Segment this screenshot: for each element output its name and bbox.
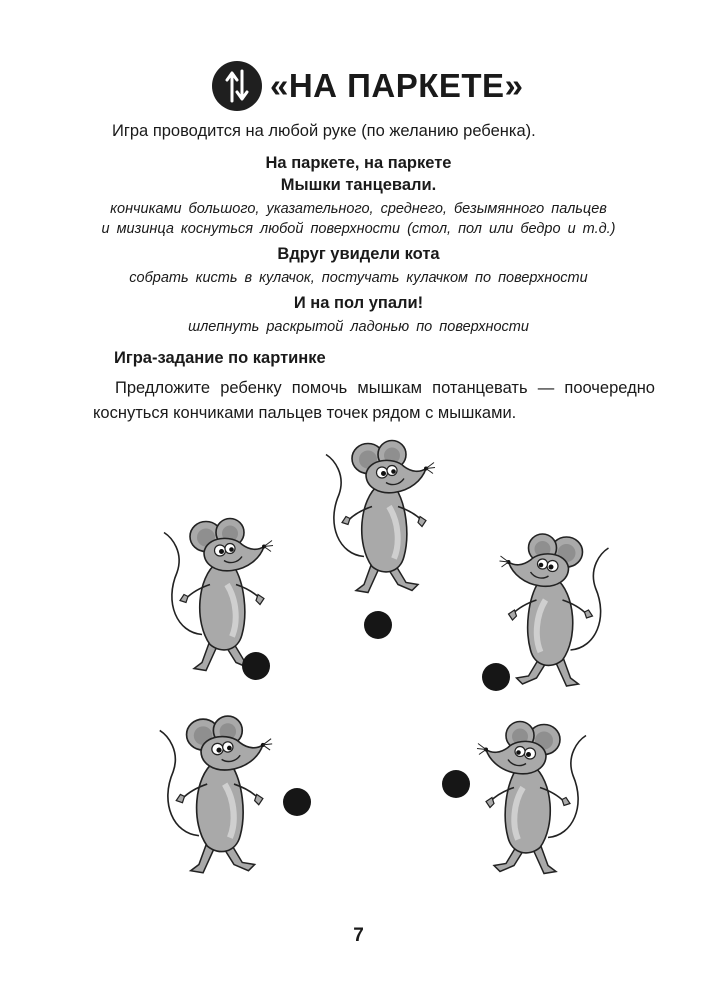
touch-dot[interactable] (283, 788, 311, 816)
verse-line: Вдруг увидели кота (277, 245, 440, 263)
verse-line: И на пол упали! (293, 294, 424, 312)
touch-dot[interactable] (364, 611, 392, 639)
touch-dot[interactable] (482, 663, 510, 691)
intro-text: Игра проводится на любой руке (по желанию ребенка). (112, 122, 536, 140)
instruction-line: собрать кисть в кулачок, постучать кулачком по поверхности (129, 270, 588, 286)
touch-dot[interactable] (442, 770, 470, 798)
task-title: Игра-задание по картинке (114, 349, 326, 367)
instruction-line: шлепнуть раскрытой ладонью по поверхности (188, 319, 529, 335)
verse-line: Мышки танцевали. (280, 176, 437, 194)
mouse-illustration (155, 715, 280, 880)
task-text: Предложите ребенку помочь мышкам потанцевать — поочередно коснуться кончиками пальцев точек рядом с мышками. (93, 379, 655, 422)
page-number: 7 (353, 925, 364, 946)
page-title: «НА ПАРКЕТЕ» (270, 67, 524, 104)
instruction-line: и мизинца коснуться любой поверхности (стол, пол или бедро и т.д.) (101, 221, 616, 237)
verse-line: На паркете, на паркете (265, 154, 452, 172)
title-row (0, 58, 717, 114)
touch-dot[interactable] (242, 652, 270, 680)
both-hands-arrows-icon (212, 61, 262, 111)
mouse-illustration (490, 533, 615, 693)
mouse-illustration (322, 432, 442, 607)
instruction-line: кончиками большого, указательного, среднего, безымянного пальцев (110, 201, 607, 217)
mouse-illustration (470, 713, 590, 888)
